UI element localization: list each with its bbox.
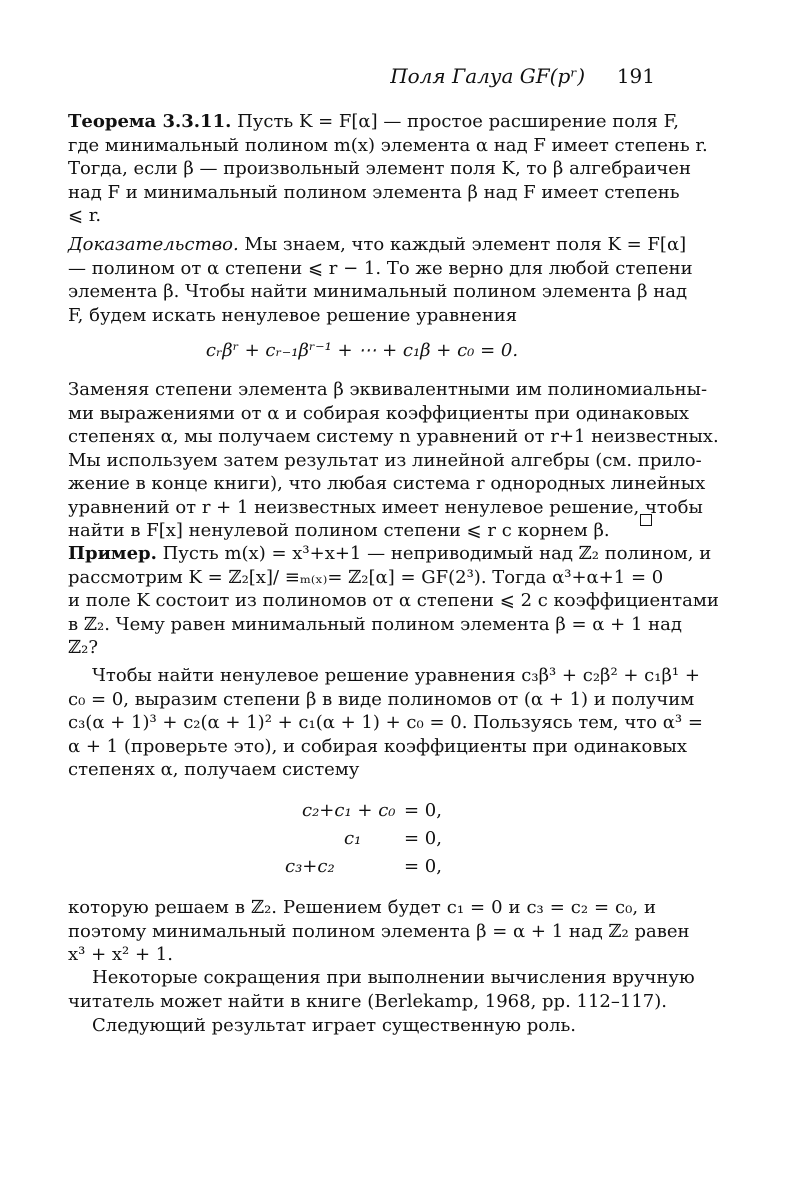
- proof-paragraph: [68, 233, 693, 327]
- closing-line: Следующий результат играет существенную роль.: [92, 1015, 577, 1036]
- proof-line: степенях α, мы получаем систему n уравнений от r+1 неизвестных.: [68, 426, 719, 447]
- solution-line: c₃(α + 1)³ + c₂(α + 1)² + c₁(α + 1) + c₀ = 0. Пользуясь тем, что α³ =: [68, 712, 703, 733]
- proof-equation: cᵣβʳ + cᵣ₋₁βʳ⁻¹ + ⋯ + c₁β + c₀ = 0.: [205, 340, 519, 361]
- running-title: Поля Галуа GF(pʳ): [390, 64, 585, 88]
- example-label: Пример.: [68, 543, 157, 564]
- reference-paragraph: [68, 966, 695, 1013]
- proof-line: Заменяя степени элемента β эквивалентными им полиномиальны-: [68, 379, 708, 400]
- result-line: которую решаем в ℤ₂. Решением будет c₁ = 0 и c₃ = c₂ = c₀, и: [68, 897, 656, 918]
- proof-line: Мы используем затем результат из линейной алгебры (см. прило-: [68, 449, 702, 471]
- proof-line: элемента β. Чтобы найти минимальный полином элемента β над: [68, 281, 688, 302]
- proof-line: F, будем искать ненулевое решение уравнения: [68, 304, 518, 326]
- solution-line: степенях α, получаем систему: [68, 759, 360, 780]
- example-line: и поле K состоит из полиномов от α степени ⩽ 2 с коэффициентами: [68, 590, 719, 611]
- solution-paragraph: [68, 664, 703, 782]
- example-paragraph: [68, 542, 719, 660]
- system-row-2-rhs: = 0,: [404, 828, 442, 849]
- system-row-1-rhs: = 0,: [404, 800, 442, 821]
- result-line: x³ + x² + 1.: [68, 944, 173, 965]
- proof-line: — полином от α степени ⩽ r − 1. То же верно для любой степени: [68, 257, 693, 279]
- proof-label: Доказательство.: [68, 234, 239, 255]
- page-header: [68, 64, 655, 92]
- proof-line: найти в F[x] ненулевой полином степени ⩽ r с корнем β.: [68, 520, 610, 541]
- theorem-line: над F и минимальный полином элемента β над F имеет степень: [68, 181, 680, 203]
- reference-line: Некоторые сокращения при выполнении вычисления вручную: [92, 967, 695, 988]
- reference-line: читатель может найти в книге (Berlekamp, 1968, pp. 112–117).: [68, 990, 667, 1012]
- proof-line: Доказательство. Мы знаем, что каждый элемент поля K = F[α]: [68, 234, 687, 255]
- theorem-line: Теорема 3.3.11. Пусть K = F[α] — простое расширение поля F,: [68, 111, 680, 132]
- system-row-3-rhs: = 0,: [404, 856, 442, 877]
- page-number: 191: [616, 64, 655, 88]
- proof-line: уравнений от r + 1 неизвестных имеет ненулевое решение, чтобы: [68, 496, 703, 518]
- closing-paragraph: [68, 1014, 656, 1038]
- result-line: поэтому минимальный полином элемента β = α + 1 над ℤ₂ равен: [68, 920, 690, 942]
- proof-line: жение в конце книги), что любая система r однородных линейных: [68, 473, 706, 494]
- theorem-line: где минимальный полином m(x) элемента α над F имеет степень r.: [68, 134, 708, 156]
- proof-continuation: [68, 378, 719, 543]
- qed-square-icon: [640, 514, 652, 526]
- result-paragraph: [68, 896, 690, 967]
- example-line: в ℤ₂. Чему равен минимальный полином элемента β = α + 1 над: [68, 613, 682, 635]
- example-line: Пример. Пусть m(x) = x³+x+1 — неприводимый над ℤ₂ полином, и: [68, 543, 712, 564]
- solution-line: α + 1 (проверьте это), и собирая коэффициенты при одинаковых: [68, 735, 687, 757]
- solution-line: Чтобы найти ненулевое решение уравнения c₃β³ + c₂β² + c₁β¹ +: [92, 665, 700, 686]
- system-row-2-lhs: c₁: [344, 828, 362, 849]
- system-row-1-lhs: c₂+c₁ + c₀: [302, 800, 396, 821]
- theorem-line: ⩽ r.: [68, 205, 102, 226]
- theorem-label: Теорема 3.3.11.: [68, 111, 232, 132]
- proof-line: ми выражениями от α и собирая коэффициенты при одинаковых: [68, 402, 690, 424]
- theorem-line: Тогда, если β — произвольный элемент поля K, то β алгебраичен: [68, 158, 691, 179]
- system-row-3-lhs: c₃+c₂: [285, 856, 335, 877]
- solution-line: c₀ = 0, выразим степени β в виде полиномов от (α + 1) и получим: [68, 688, 695, 710]
- example-line: рассмотрим K = ℤ₂[x]/ ≡ₘ₍ₓ₎= ℤ₂[α] = GF(2³). Тогда α³+α+1 = 0: [68, 566, 664, 588]
- theorem-3-3-11: [68, 110, 708, 228]
- example-line: ℤ₂?: [68, 637, 99, 658]
